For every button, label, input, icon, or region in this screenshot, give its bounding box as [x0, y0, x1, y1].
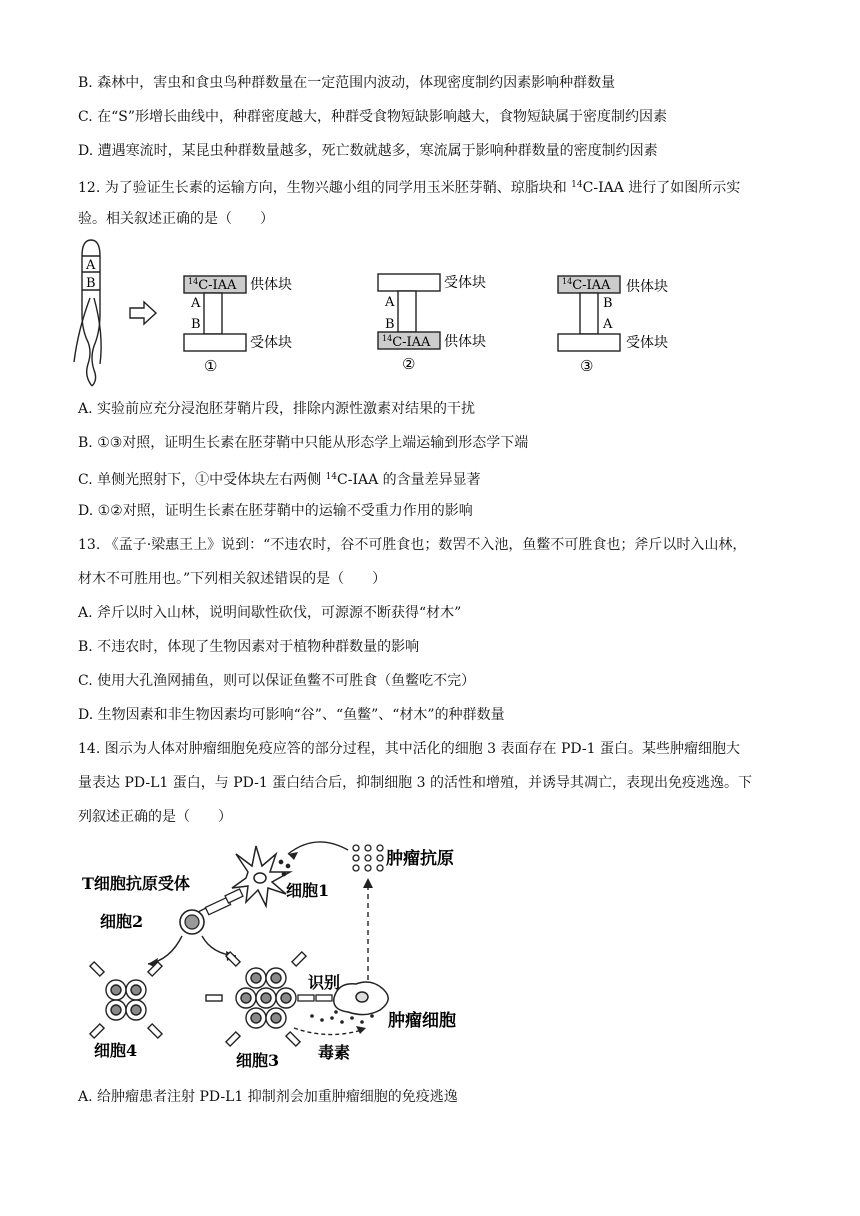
setup3-iaa-sup: 14 [562, 277, 573, 286]
setup3-seg-a: A [603, 317, 613, 332]
q12-option-c [78, 467, 481, 490]
setup2-seg-a: A [385, 295, 395, 310]
q12-stem-line2: 验。相关叙述正确的是（ ） [78, 211, 274, 227]
setup-1 [184, 276, 292, 375]
q12-option-a: A. 实验前应充分浸泡胚芽鞘片段，排除内源性激素对结果的干扰 [78, 401, 476, 417]
pd1-link [298, 995, 332, 1001]
setup3-iaa: C-IAA [572, 278, 611, 293]
q12-stem-text-a: 12. 为了验证生长素的运输方向，生物兴趣小组的同学用玉米胚芽鞘、琼脂块和 [78, 180, 572, 196]
q13-stem-line2: 材木不可胜用也。”下列相关叙述错误的是（ ） [78, 571, 387, 587]
q13-option-d: D. 生物因素和非生物因素均可影响“谷”、“鱼鳖”、“材木”的种群数量 [78, 707, 505, 723]
q12-option-c-text1: C. 单侧光照射下，①中受体块左右两侧 [78, 472, 326, 488]
label-cell1: 细胞1 [286, 881, 330, 900]
cell4-cluster [90, 962, 162, 1038]
setup-2 [378, 274, 486, 373]
setup1-iaa-sup: 14 [188, 277, 199, 286]
setup3-receiver: 受体块 [626, 335, 668, 351]
q12-option-c-sup: 14 [325, 472, 338, 482]
label-tcr: T细胞抗原受体 [82, 874, 190, 893]
q12-option-b: B. ①③对照，证明生长素在胚芽鞘中只能从形态学上端运输到形态学下端 [78, 435, 529, 451]
setup2-donor: 供体块 [444, 334, 486, 350]
setup1-number: ① [204, 357, 218, 375]
setup2-seg-b: B [385, 317, 395, 332]
setup1-seg-b: B [191, 317, 201, 332]
arrow-icon [130, 302, 156, 324]
q13-option-b: B. 不违农时，体现了生物因素对于植物种群数量的影响 [78, 639, 420, 655]
label-cell3: 细胞3 [236, 1051, 280, 1070]
cell2 [180, 910, 204, 934]
q12-option-c-text2: C-IAA 的含量差异显著 [337, 472, 481, 488]
setup3-seg-b: B [603, 296, 613, 311]
setup3-number: ③ [580, 357, 594, 375]
q13-stem-line1: 13. 《孟子·梁惠王上》说到：“不违农时，谷不可胜食也；数罟不入池，鱼鳖不可胜食也；斧斤以时入山林， [78, 537, 747, 553]
q12-option-d: D. ①②对照，证明生长素在胚芽鞘中的运输不受重力作用的影响 [78, 503, 473, 519]
tumor-antigen-dots [353, 845, 383, 871]
q12-stem-text-b: C-IAA 进行了如图所示实 [582, 180, 741, 196]
setup2-receiver: 受体块 [444, 275, 486, 291]
q12-stem-sup: 14 [571, 180, 583, 190]
label-cell2: 细胞2 [100, 912, 144, 931]
antigen-to-cell1-arrow [288, 842, 348, 854]
label-cell4: 细胞4 [94, 1041, 138, 1060]
setup3-donor: 供体块 [626, 279, 668, 295]
label-toxin: 毒素 [318, 1043, 351, 1062]
label-tumor-cell: 肿瘤细胞 [388, 1011, 456, 1031]
q11-option-c: C. 在“S”形增长曲线中，种群密度越大，种群受食物短缺影响越大，食物短缺属于密度制约因素 [78, 109, 668, 125]
setup1-iaa: C-IAA [198, 278, 237, 293]
q14-stem-line2: 量表达 PD-L1 蛋白，与 PD-1 蛋白结合后，抑制细胞 3 的活性和增殖，并诱导其凋亡，表现出免疫逃逸。下 [78, 775, 752, 791]
setup1-seg-a: A [191, 296, 201, 311]
q14-figure [76, 832, 476, 1082]
q13-option-c: C. 使用大孔渔网捕鱼，则可以保证鱼鳖不可胜食（鱼鳖吃不完） [78, 673, 476, 689]
label-recognize: 识别 [308, 973, 341, 992]
setup1-donor: 供体块 [250, 277, 292, 293]
q11-option-b: B. 森林中，害虫和食虫鸟种群数量在一定范围内波动，体现密度制约因素影响种群数量 [78, 75, 616, 91]
setup2-iaa-sup: 14 [382, 334, 393, 343]
q11-option-d: D. 遭遇寒流时，某昆虫种群数量越多，死亡数就越多，寒流属于影响种群数量的密度制约因素 [78, 143, 658, 159]
cell2-to-cell4-arrow [148, 936, 182, 964]
setup2-number: ② [402, 355, 416, 373]
setup2-iaa: C-IAA [392, 335, 431, 350]
q12-stem-line1 [78, 175, 740, 198]
q13-option-a: A. 斧斤以时入山林，说明间歇性砍伐，可源源不断获得“材木” [78, 605, 462, 621]
setup-3 [558, 276, 668, 375]
coleoptile-label-b: B [86, 276, 96, 291]
tumor-cell-shape [334, 982, 388, 1015]
q14-stem-line3: 列叙述正确的是（ ） [78, 809, 232, 825]
coleoptile-label-a: A [86, 258, 96, 273]
toxin-arrow [294, 1028, 362, 1035]
setup1-receiver: 受体块 [250, 335, 292, 351]
cell3-cluster [206, 952, 306, 1046]
q14-stem-line1: 14. 图示为人体对肿瘤细胞免疫应答的部分过程，其中活化的细胞 3 表面存在 PD-1 蛋白。某些肿瘤细胞大 [78, 741, 740, 757]
label-tumor-antigen: 肿瘤抗原 [386, 849, 454, 869]
q12-figure [70, 234, 690, 394]
q14-option-a: A. 给肿瘤患者注射 PD-L1 抑制剂会加重肿瘤细胞的免疫逃逸 [78, 1089, 458, 1105]
